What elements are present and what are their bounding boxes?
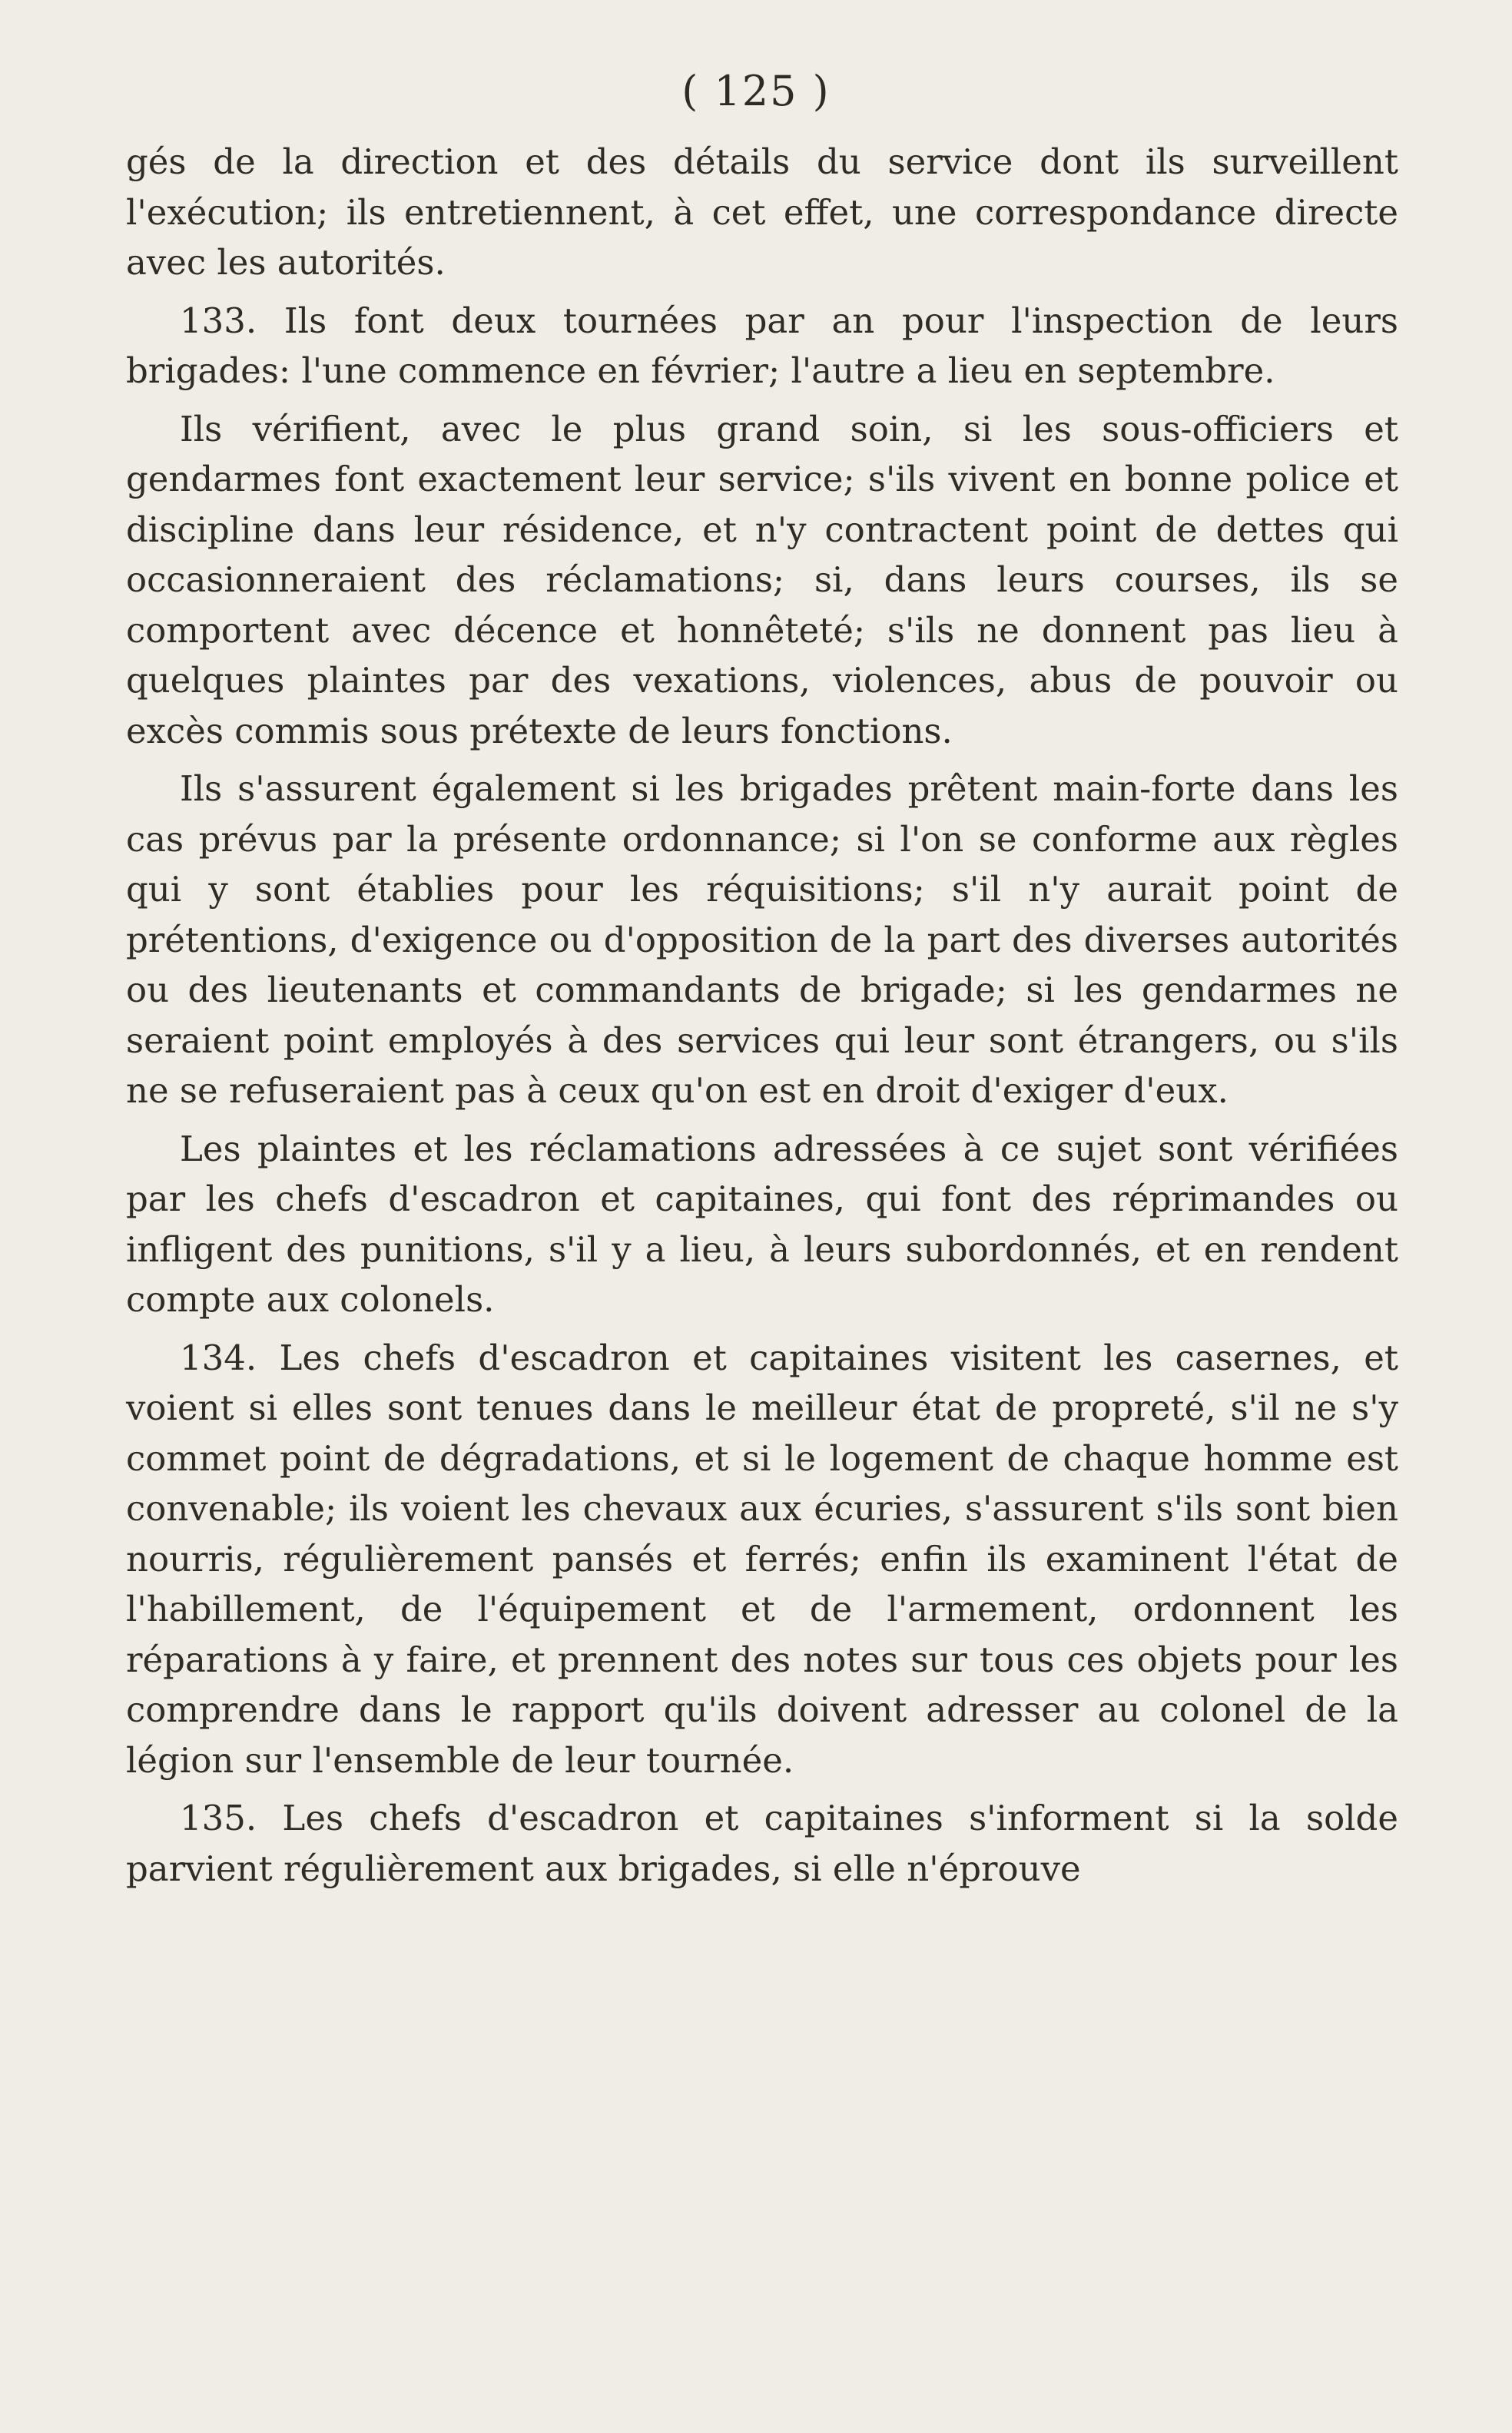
paragraph-main-forte: Ils s'assurent également si les brigades prêtent main-forte dans les cas prévus par la présente ordonnance; si l'on se conforme aux règles qui y sont établies pour les réquisitions; s'il n'y aurait point de prétentions, d'exigence ou d'opposition de la part des diverses autorités ou des lieutenants et commandants de brigade; si les gendarmes ne seraient point employés à des services qui leur sont étrangers, ou s'ils ne se refuseraient pas à ceux qu'on est en droit d'exiger d'eux. — [126, 768, 1398, 1111]
paragraph-article-134: 134. Les chefs d'escadron et capitaines visitent les casernes, et voient si elles sont tenues dans le meilleur état de propreté, s'il ne s'y commet point de dégradations, et si le logement de chaque homme est convenable; ils voient les chevaux aux écuries, s'assurent s'ils sont bien nourris, régulièrement pansés et ferrés; enfin ils examinent l'état de l'habillement, de l'équipement et de l'armement, ordonnent les réparations à y faire, et prennent des notes sur tous ces objets pour les comprendre dans le rapport qu'ils doivent adresser au colonel de la légion sur l'ensemble de leur tournée. — [126, 1337, 1398, 1781]
paragraph-plaintes: Les plaintes et les réclamations adressées à ce sujet sont vérifiées par les chefs d'escadron et capitaines, qui font des réprimandes ou infligent des punitions, s'il y a lieu, à leurs subordonnés, et en rendent compte aux colonels. — [126, 1128, 1398, 1320]
body-text — [126, 137, 1398, 1894]
paragraph-continuation: gés de la direction et des détails du service dont ils surveillent l'exécution; ils entretiennent, à cet effet, une correspondance directe avec les autorités. — [126, 141, 1398, 283]
page-number: ( 125 ) — [681, 67, 831, 115]
paragraph-article-133: 133. Ils font deux tournées par an pour l'inspection de leurs brigades: l'une commence en février; l'autre a lieu en septembre. — [126, 300, 1398, 391]
paragraph-verification: Ils vérifient, avec le plus grand soin, si les sous-officiers et gendarmes font exactement leur service; s'ils vivent en bonne police et discipline dans leur résidence, et n'y contractent point de dettes qui occasionneraient des réclamations; si, dans leurs courses, ils se comportent avec décence et honnêteté; s'ils ne donnent pas lieu à quelques plaintes par des vexations, violences, abus de pouvoir ou excès commis sous prétexte de leurs fonctions. — [126, 408, 1398, 751]
paragraph-article-135: 135. Les chefs d'escadron et capitaines s'informent si la solde parvient régulièrement aux brigades, si elle n'éprouve — [126, 1798, 1398, 1889]
